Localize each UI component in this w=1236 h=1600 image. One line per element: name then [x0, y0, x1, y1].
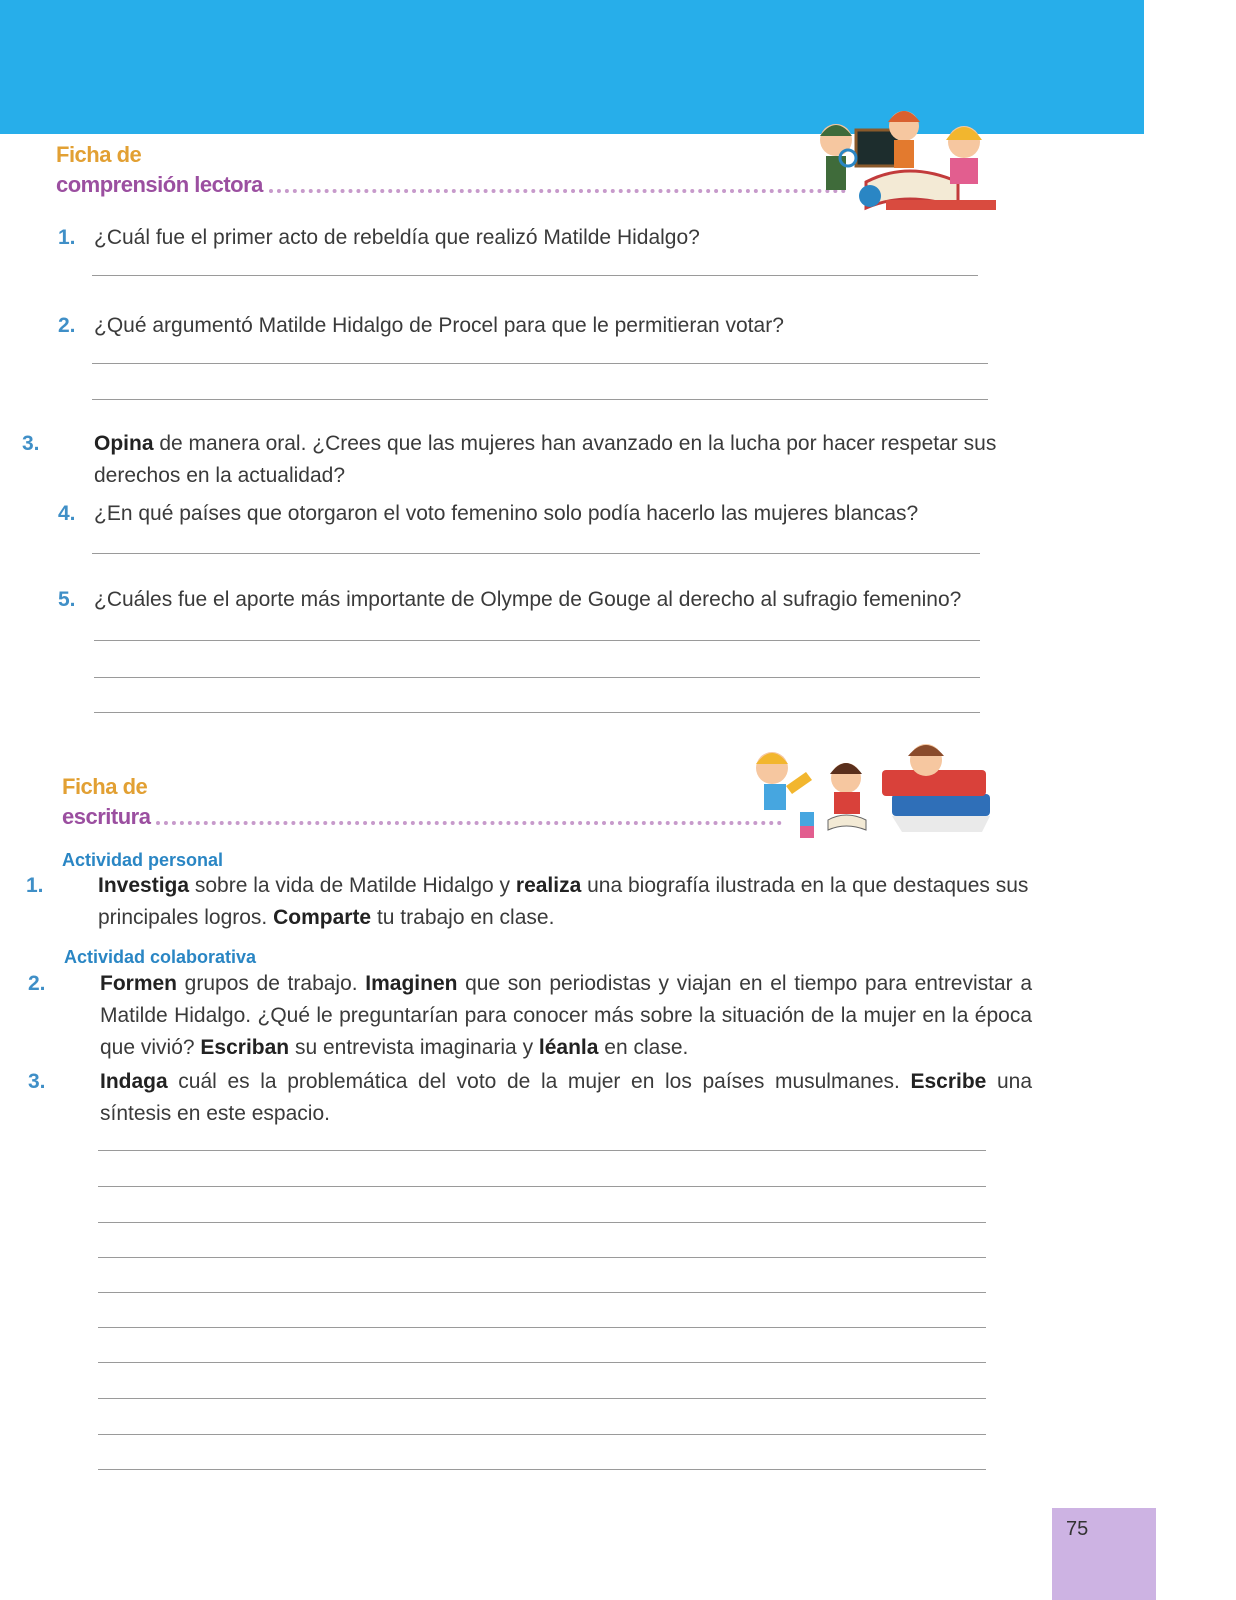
title-dotted-rule — [269, 189, 846, 193]
answer-line[interactable] — [94, 712, 980, 713]
action-verb: Investiga — [98, 874, 190, 897]
writing-item-3 — [28, 1066, 1032, 1130]
writing-line[interactable] — [98, 1186, 986, 1187]
item-number: 2. — [28, 972, 46, 995]
writing-line[interactable] — [98, 1398, 986, 1399]
answer-line[interactable] — [92, 399, 988, 400]
answer-line[interactable] — [92, 553, 980, 554]
reading-question-4 — [58, 498, 988, 530]
answer-line[interactable] — [94, 677, 980, 678]
writing-line[interactable] — [98, 1222, 986, 1223]
question-text: ¿Cuáles fue el aporte más importante de Olympe de Gouge al derecho al sufragio femenino? — [94, 588, 962, 611]
question-text: ¿Qué argumentó Matilde Hidalgo de Procel para que le permitieran votar? — [94, 314, 784, 337]
item-text: que son periodistas y viajan en el tiempo para entrevistar a Matilde Hidalgo. ¿Qué le preguntarían para conocer más sobre la situación de la mujer en la época que vivió? — [100, 972, 1032, 1059]
writing-title-line1: Ficha de — [62, 774, 148, 799]
page-number: 75 — [1066, 1518, 1089, 1540]
reading-title-line1: Ficha de — [56, 142, 142, 167]
action-verb: Imaginen — [365, 972, 458, 995]
writing-item-2 — [28, 968, 1032, 1064]
action-verb: Escribe — [910, 1070, 987, 1093]
writing-line[interactable] — [98, 1292, 986, 1293]
question-number: 2. — [58, 314, 76, 337]
action-verb: Formen — [100, 972, 178, 995]
item-text: grupos de trabajo. — [177, 972, 366, 995]
item-text: una biografía ilustrada en la que destaques sus principales logros. — [98, 874, 1029, 929]
writing-title-line2: escritura — [62, 804, 151, 829]
kids-reading-illustration — [808, 100, 998, 220]
action-verb: Opina — [94, 432, 154, 455]
item-text: su entrevista imaginaria y — [289, 1036, 539, 1059]
item-text: cuál es la problemática del voto de la mujer en los países musulmanes. — [167, 1070, 911, 1093]
writing-section-title — [62, 772, 782, 832]
collaborative-activity-heading: Actividad colaborativa — [64, 947, 257, 967]
writing-item-1 — [26, 870, 1032, 934]
question-number: 5. — [58, 588, 76, 611]
writing-line[interactable] — [98, 1327, 986, 1328]
question-text: ¿En qué países que otorgaron el voto femenino solo podía hacerlo las mujeres blancas? — [94, 502, 919, 525]
reading-question-1 — [58, 222, 988, 254]
action-verb: Indaga — [100, 1070, 168, 1093]
reading-question-5 — [58, 584, 1018, 616]
kids-books-illustration — [742, 740, 996, 840]
item-text: una síntesis en este espacio. — [100, 1070, 1032, 1125]
writing-line[interactable] — [98, 1150, 986, 1151]
item-text: sobre la vida de Matilde Hidalgo y — [189, 874, 516, 897]
item-number: 1. — [26, 874, 44, 897]
reading-section-title — [56, 140, 846, 200]
question-number: 3. — [22, 432, 40, 455]
action-verb: Escriban — [200, 1036, 290, 1059]
title-dotted-rule — [156, 821, 782, 825]
writing-line[interactable] — [98, 1257, 986, 1258]
action-verb: léanla — [538, 1036, 599, 1059]
answer-line[interactable] — [92, 275, 978, 276]
question-number: 4. — [58, 502, 76, 525]
personal-activity-heading: Actividad personal — [62, 850, 224, 870]
item-number: 3. — [28, 1070, 46, 1093]
action-verb: realiza — [515, 874, 582, 897]
question-text: ¿Cuál fue el primer acto de rebeldía que realizó Matilde Hidalgo? — [94, 226, 700, 249]
writing-line[interactable] — [98, 1469, 986, 1470]
reading-question-2 — [58, 310, 988, 342]
writing-line[interactable] — [98, 1434, 986, 1435]
question-text: de manera oral. ¿Crees que las mujeres han avanzado en la lucha por hacer respetar sus derechos en la actualidad? — [94, 432, 997, 487]
item-text: en clase. — [598, 1036, 689, 1059]
question-number: 1. — [58, 226, 76, 249]
answer-line[interactable] — [92, 363, 988, 364]
writing-line[interactable] — [98, 1362, 986, 1363]
reading-title-line2: comprensión lectora — [56, 172, 263, 197]
reading-question-3 — [22, 428, 1028, 492]
action-verb: Comparte — [273, 906, 372, 929]
answer-line[interactable] — [94, 640, 980, 641]
page-number-tab — [1052, 1508, 1156, 1600]
item-text: tu trabajo en clase. — [371, 906, 555, 929]
